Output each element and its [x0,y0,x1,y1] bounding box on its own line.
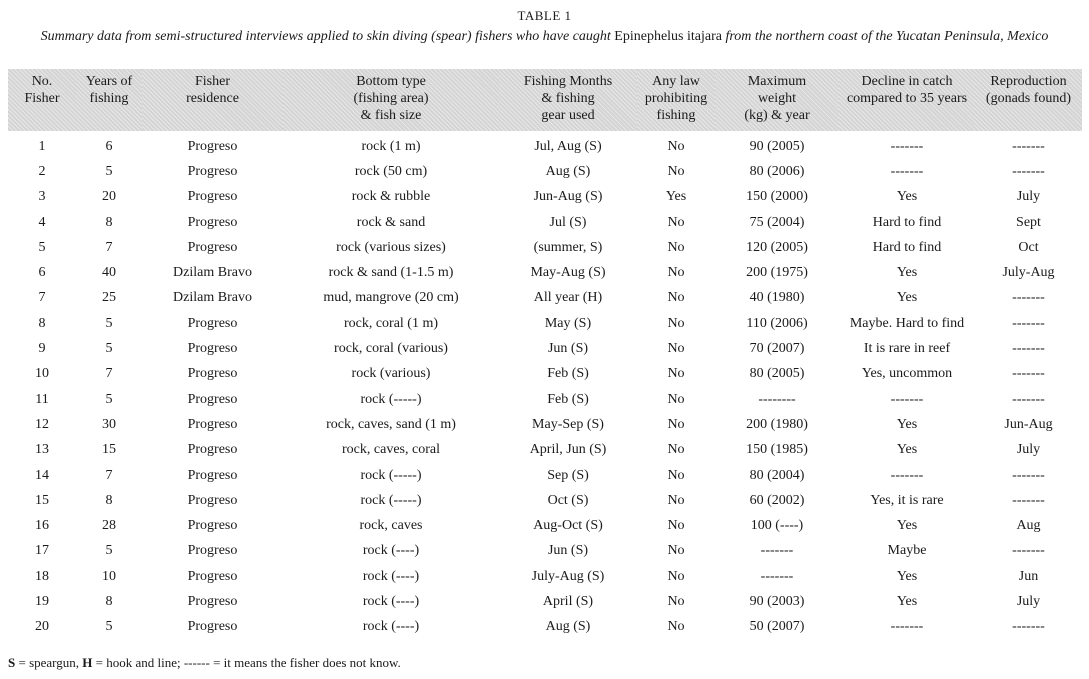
cell-fishing-months: Jul (S) [549,214,587,230]
cell-fisher-residence: Progreso [187,366,238,382]
cell-any-law: No [667,391,685,407]
cell-maximum-weight: 100 (----) [750,518,804,534]
cell-maximum-weight: 75 (2004) [749,214,805,230]
table-row [8,362,1082,387]
table-row [8,438,1082,463]
cell-no-fisher: 1 [38,138,46,154]
cell-maximum-weight: 40 (1980) [749,290,805,306]
cell-no-fisher: 14 [35,467,49,483]
cell-any-law: No [667,341,685,357]
table-row [8,564,1082,589]
cell-fishing-months: Jul, Aug (S) [534,138,602,154]
cell-maximum-weight: 110 (2006) [746,315,808,331]
cell-no-fisher: 7 [38,290,46,306]
cell-fisher-residence: Progreso [187,341,238,357]
cell-bottom-type: mud, mangrove (20 cm) [323,290,459,306]
cell-maximum-weight: 200 (1980) [746,416,808,432]
footnote-h-key: H [82,655,93,670]
header-cell-bottom-type: Bottom type (fishing area) & fish size [283,69,499,131]
table-header [8,69,1082,131]
cell-any-law: No [667,239,685,255]
caption-text-start: Summary data from semi-structured interviews applied to skin diving (spear) fishers who have caught [40,29,615,44]
cell-reproduction: ------- [1012,492,1045,508]
cell-any-law: No [667,138,685,154]
cell-bottom-type: rock (50 cm) [354,163,428,179]
cell-reproduction: ------- [1012,341,1045,357]
cell-decline-in-catch: Yes, it is rare [870,492,944,508]
cell-bottom-type: rock, caves, coral [342,442,440,458]
cell-fisher-residence: Progreso [187,138,238,154]
cell-fisher-residence: Progreso [187,416,238,432]
cell-years-of-fishing: 10 [102,568,116,584]
cell-bottom-type: rock (1 m) [361,138,421,154]
cell-maximum-weight: 50 (2007) [749,619,805,635]
cell-decline-in-catch: Hard to find [872,214,942,230]
cell-bottom-type: rock (-----) [360,492,422,508]
cell-fishing-months: May-Sep (S) [532,416,604,432]
cell-reproduction: ------- [1012,138,1045,154]
cell-fisher-residence: Progreso [187,442,238,458]
cell-any-law: No [667,518,685,534]
cell-no-fisher: 8 [38,315,46,331]
cell-decline-in-catch: Yes, uncommon [861,366,953,382]
cell-fishing-months: May-Aug (S) [530,265,606,281]
cell-reproduction: Sept [1016,214,1041,230]
cell-reproduction: July [1016,593,1041,609]
cell-bottom-type: rock, coral (various) [334,341,448,357]
cell-years-of-fishing: 25 [102,290,116,306]
caption-text-end: from the northern coast of the Yucatan Peninsula, Mexico [721,29,1049,44]
table-caption [0,29,1089,45]
footnote-s-text: = speargun, [15,655,83,670]
cell-bottom-type: rock (----) [362,619,420,635]
cell-years-of-fishing: 5 [105,391,113,407]
cell-years-of-fishing: 8 [105,593,113,609]
cell-maximum-weight: 150 (1985) [746,442,808,458]
cell-years-of-fishing: 8 [105,214,113,230]
cell-any-law: No [667,315,685,331]
header-cell-reproduction: Reproduction (gonads found) [975,69,1082,131]
cell-decline-in-catch: ------- [890,467,924,483]
cell-no-fisher: 16 [35,518,49,534]
cell-maximum-weight: 80 (2005) [749,366,805,382]
cell-any-law: No [667,290,685,306]
cell-decline-in-catch: Yes [896,568,918,584]
cell-any-law: No [667,568,685,584]
table-row [8,387,1082,412]
cell-maximum-weight: 120 (2005) [746,239,808,255]
cell-no-fisher: 15 [35,492,49,508]
cell-fisher-residence: Progreso [187,163,238,179]
cell-years-of-fishing: 5 [105,315,113,331]
cell-fisher-residence: Dzilam Bravo [173,290,252,306]
cell-years-of-fishing: 40 [102,265,116,281]
cell-fishing-months: Aug-Oct (S) [533,518,603,534]
cell-bottom-type: rock (----) [362,568,420,584]
cell-fisher-residence: Progreso [187,214,238,230]
cell-fishing-months: (summer, S) [533,239,603,255]
cell-any-law: No [667,543,685,559]
cell-no-fisher: 20 [35,619,49,635]
cell-years-of-fishing: 5 [105,163,113,179]
cell-fishing-months: Aug (S) [545,619,591,635]
table-row [8,336,1082,361]
cell-reproduction: ------- [1012,391,1045,407]
cell-no-fisher: 4 [38,214,46,230]
table-label: TABLE 1 [517,8,572,23]
cell-any-law: No [667,214,685,230]
header-cell-any-law: Any law prohibiting fishing [637,69,715,131]
cell-bottom-type: rock, caves [359,518,423,534]
cell-fisher-residence: Progreso [187,543,238,559]
cell-fisher-residence: Progreso [187,467,238,483]
cell-fishing-months: Feb (S) [547,366,589,382]
cell-fisher-residence: Dzilam Bravo [173,265,252,281]
table-row [8,185,1082,210]
cell-bottom-type: rock (----) [362,543,420,559]
table-row [8,589,1082,614]
cell-years-of-fishing: 15 [102,442,116,458]
cell-decline-in-catch: Yes [896,189,918,205]
cell-no-fisher: 19 [35,593,49,609]
cell-decline-in-catch: Hard to find [872,239,942,255]
table-row [8,260,1082,285]
header-row [8,69,1082,131]
cell-fishing-months: Feb (S) [547,391,589,407]
cell-bottom-type: rock (various sizes) [336,239,446,255]
cell-years-of-fishing: 7 [105,467,113,483]
cell-decline-in-catch: Yes [896,265,918,281]
cell-no-fisher: 13 [35,442,49,458]
cell-fisher-residence: Progreso [187,518,238,534]
cell-years-of-fishing: 8 [105,492,113,508]
table-row [8,235,1082,260]
cell-maximum-weight: 70 (2007) [749,341,805,357]
cell-fishing-months: Aug (S) [545,163,591,179]
cell-bottom-type: rock & sand [356,214,426,230]
cell-reproduction: ------- [1012,290,1045,306]
table-row [8,488,1082,513]
cell-no-fisher: 2 [38,163,46,179]
table-row [8,286,1082,311]
table-row [8,412,1082,437]
header-cell-maximum-weight: Maximum weight (kg) & year [715,69,839,131]
table-row [8,513,1082,538]
cell-any-law: No [667,619,685,635]
table-row [8,463,1082,488]
cell-maximum-weight: -------- [758,391,796,407]
cell-fishing-months: All year (H) [533,290,603,306]
cell-any-law: No [667,163,685,179]
cell-bottom-type: rock & sand (1-1.5 m) [328,265,454,281]
cell-reproduction: ------- [1012,315,1045,331]
cell-decline-in-catch: Yes [896,290,918,306]
cell-fishing-months: Sep (S) [547,467,589,483]
table-footnote [8,655,401,671]
cell-any-law: No [667,442,685,458]
cell-bottom-type: rock, coral (1 m) [343,315,439,331]
cell-years-of-fishing: 5 [105,543,113,559]
cell-maximum-weight: 60 (2002) [749,492,805,508]
cell-no-fisher: 18 [35,568,49,584]
cell-no-fisher: 10 [35,366,49,382]
cell-years-of-fishing: 5 [105,619,113,635]
cell-any-law: No [667,593,685,609]
cell-bottom-type: rock (-----) [360,391,422,407]
cell-any-law: No [667,467,685,483]
cell-fisher-residence: Progreso [187,391,238,407]
cell-maximum-weight: 90 (2003) [749,593,805,609]
cell-bottom-type: rock (----) [362,593,420,609]
cell-reproduction: Aug [1016,518,1041,534]
header-cell-fishing-months: Fishing Months & fishing gear used [499,69,637,131]
cell-fisher-residence: Progreso [187,593,238,609]
fisher-interview-table [8,69,1082,640]
cell-reproduction: July [1016,442,1041,458]
cell-decline-in-catch: ------- [890,138,924,154]
cell-fisher-residence: Progreso [187,315,238,331]
caption-species-name: Epinephelus itajara [614,29,722,44]
table-row [8,131,1082,159]
cell-any-law: Yes [665,189,687,205]
header-cell-years-of-fishing: Years of fishing [76,69,142,131]
cell-fishing-months: Oct (S) [547,492,589,508]
cell-maximum-weight: 90 (2005) [749,138,805,154]
cell-reproduction: ------- [1012,366,1045,382]
table-row [8,539,1082,564]
cell-maximum-weight: 200 (1975) [746,265,808,281]
cell-reproduction: ------- [1012,163,1045,179]
cell-fishing-months: Jun (S) [547,543,589,559]
cell-fisher-residence: Progreso [187,568,238,584]
cell-no-fisher: 5 [38,239,46,255]
cell-years-of-fishing: 7 [105,366,113,382]
cell-years-of-fishing: 5 [105,341,113,357]
cell-reproduction: Oct [1018,239,1039,255]
cell-maximum-weight: ------- [760,543,794,559]
cell-maximum-weight: 80 (2006) [749,163,805,179]
cell-any-law: No [667,366,685,382]
cell-bottom-type: rock (-----) [360,467,422,483]
cell-years-of-fishing: 7 [105,239,113,255]
header-cell-decline-in-catch: Decline in catch compared to 35 years [839,69,975,131]
cell-decline-in-catch: ------- [890,163,924,179]
cell-any-law: No [667,492,685,508]
cell-fishing-months: April, Jun (S) [529,442,607,458]
cell-reproduction: ------- [1012,467,1045,483]
cell-bottom-type: rock (various) [351,366,431,382]
cell-decline-in-catch: Yes [896,442,918,458]
cell-fishing-months: Jun-Aug (S) [533,189,603,205]
cell-reproduction: Jun-Aug [1004,416,1053,432]
cell-years-of-fishing: 6 [105,138,113,154]
cell-fishing-months: Jun (S) [547,341,589,357]
cell-decline-in-catch: Maybe. Hard to find [849,315,965,331]
table-row [8,210,1082,235]
cell-no-fisher: 3 [38,189,46,205]
cell-decline-in-catch: ------- [890,619,924,635]
cell-decline-in-catch: Yes [896,416,918,432]
header-cell-no-fisher: No. Fisher [8,69,76,131]
cell-maximum-weight: 80 (2004) [749,467,805,483]
cell-fishing-months: July-Aug (S) [531,568,605,584]
table-row [8,311,1082,336]
cell-reproduction: July [1016,189,1041,205]
cell-years-of-fishing: 28 [102,518,116,534]
cell-maximum-weight: ------- [760,568,794,584]
cell-decline-in-catch: Yes [896,593,918,609]
table-row [8,159,1082,184]
cell-fishing-months: May (S) [544,315,592,331]
table-row [8,615,1082,640]
footnote-h-text: = hook and line; ------ = it means the fisher does not know. [92,655,401,670]
cell-reproduction: ------- [1012,543,1045,559]
cell-decline-in-catch: ------- [890,391,924,407]
cell-no-fisher: 11 [35,391,49,407]
cell-no-fisher: 6 [38,265,46,281]
cell-years-of-fishing: 30 [102,416,116,432]
cell-bottom-type: rock, caves, sand (1 m) [326,416,456,432]
cell-fisher-residence: Progreso [187,189,238,205]
table-body [8,131,1082,640]
cell-fishing-months: April (S) [542,593,594,609]
cell-decline-in-catch: Yes [896,518,918,534]
cell-any-law: No [667,416,685,432]
cell-reproduction: ------- [1012,619,1045,635]
cell-fisher-residence: Progreso [187,239,238,255]
cell-any-law: No [667,265,685,281]
cell-no-fisher: 17 [35,543,49,559]
cell-reproduction: Jun [1018,568,1039,584]
cell-no-fisher: 12 [35,416,49,432]
cell-decline-in-catch: Maybe [887,543,927,559]
cell-reproduction: July-Aug [1002,265,1055,281]
cell-bottom-type: rock & rubble [351,189,431,205]
cell-no-fisher: 9 [38,341,46,357]
cell-years-of-fishing: 20 [102,189,116,205]
cell-fisher-residence: Progreso [187,492,238,508]
footnote-s-key: S [8,655,16,670]
cell-maximum-weight: 150 (2000) [746,189,808,205]
cell-fisher-residence: Progreso [187,619,238,635]
cell-decline-in-catch: It is rare in reef [863,341,951,357]
header-cell-fisher-residence: Fisher residence [142,69,283,131]
